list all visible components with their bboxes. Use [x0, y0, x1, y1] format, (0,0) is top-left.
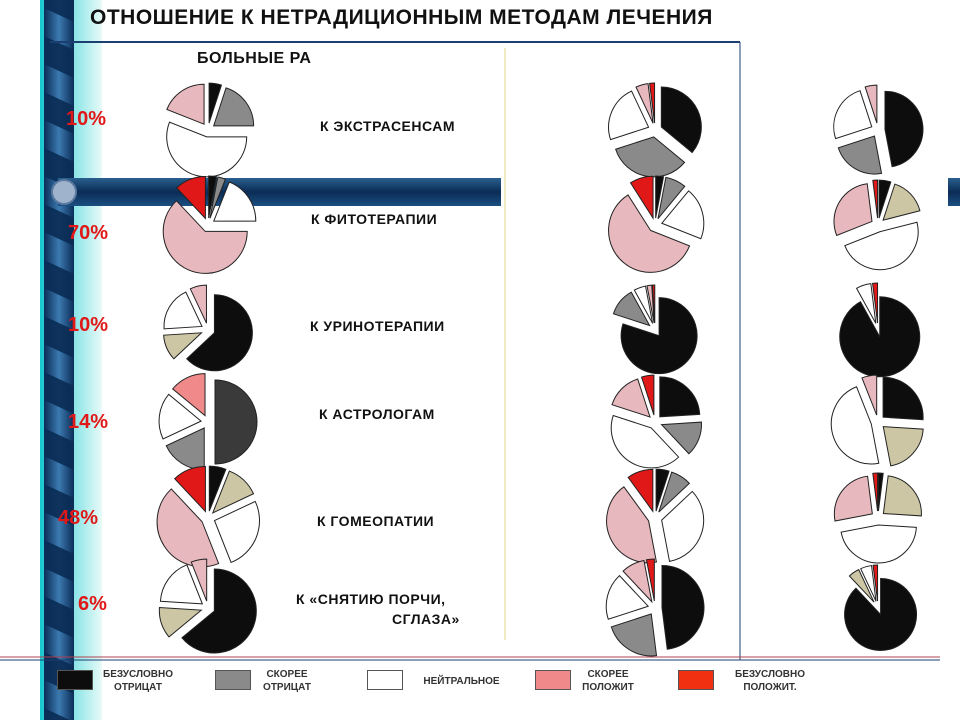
pie-col1-row3: [164, 285, 253, 371]
pie-slice: [167, 84, 204, 124]
pie-slice: [215, 380, 257, 464]
legend-label-line2: ПОЛОЖИТ: [582, 682, 634, 693]
legend-label-abs-negative: [98, 668, 178, 694]
pie-slice: [167, 122, 247, 177]
pie-slice: [834, 184, 872, 236]
pie-slice: [662, 566, 704, 650]
pie-slice: [845, 579, 917, 651]
legend-label-abs-positive: [725, 668, 815, 694]
legend-label-line1: СКОРЕЕ: [587, 669, 629, 680]
page-title: ОТНОШЕНИЕ К НЕТРАДИЦИОННЫМ МЕТОДАМ ЛЕЧЕНИЯ: [90, 6, 713, 29]
pie-col1-row6: [159, 559, 256, 653]
pie-col1-row1: [167, 83, 254, 177]
pie-slice: [834, 476, 872, 521]
legend-label-line1: СКОРЕЕ: [266, 669, 308, 680]
pie-slice: [883, 377, 923, 420]
pie-col2-row3: [613, 285, 697, 374]
pie-col2-row4: [611, 375, 701, 468]
pie-slice: [834, 91, 872, 139]
pie-col3-row2: [834, 180, 920, 270]
legend-swatch-negative: [215, 670, 251, 690]
category-row-5: К ГОМЕОПАТИИ: [317, 513, 435, 529]
legend-label-line2: ПОЛОЖИТ.: [743, 682, 797, 693]
pie-slice: [873, 180, 878, 218]
category-row-4: К АСТРОЛОГАМ: [319, 406, 435, 422]
pie-slice: [883, 427, 923, 466]
legend-swatch-neutral: [367, 670, 403, 690]
pie-slice: [214, 88, 254, 126]
pie-slice: [873, 473, 878, 511]
pie-slice: [611, 416, 678, 468]
pie-slice: [611, 614, 656, 656]
pie-slice: [215, 501, 260, 562]
legend-swatch-abs-negative: [57, 670, 93, 690]
pie-col3-row4: [831, 375, 923, 466]
pie-slice: [661, 87, 701, 152]
legend-label-line2: ОТРИЦАТ: [114, 682, 162, 693]
category-row-1: К ЭКСТРАСЕНСАМ: [320, 118, 456, 134]
pie-col3-row1: [834, 85, 923, 174]
pie-slice: [838, 136, 881, 174]
percent-row-1: 10%: [66, 108, 107, 130]
pie-slice: [885, 91, 923, 166]
pie-col2-row1: [609, 83, 702, 177]
pie-col1-row2: [163, 176, 256, 273]
pie-col2-row2: [609, 176, 704, 272]
pie-slice: [840, 297, 920, 377]
pie-slice: [616, 137, 685, 177]
pie-slice: [845, 222, 918, 269]
legend-label-line1: БЕЗУСЛОВНО: [103, 669, 173, 680]
pie-col2-row5: [607, 469, 704, 563]
legend-swatch-abs-positive: [678, 670, 714, 690]
category-row-3: К УРИНОТЕРАПИИ: [310, 318, 445, 334]
pie-slice: [878, 473, 883, 511]
percent-row-4: 14%: [68, 411, 109, 433]
legend-label-positive: [578, 668, 638, 694]
percent-row-2: 70%: [68, 222, 109, 244]
percent-row-6: 6%: [78, 593, 107, 615]
pie-col3-row5: [834, 473, 921, 563]
legend-label-negative: [252, 668, 322, 694]
legend-label-line2: ОТРИЦАТ: [263, 682, 311, 693]
legend-label-line1: БЕЗУСЛОВНО: [735, 669, 805, 680]
pie-slice: [660, 377, 700, 417]
pie-col3-row6: [845, 565, 917, 650]
category-row-6: К «СНЯТИЮ ПОРЧИ,: [296, 591, 446, 607]
legend-swatch-positive: [535, 670, 571, 690]
group-subtitle: БОЛЬНЫЕ РА: [197, 50, 312, 67]
legend-label-line1: НЕЙТРАЛЬНОЕ: [423, 676, 500, 687]
percent-row-3: 10%: [68, 314, 109, 336]
category-row-2: К ФИТОТЕРАПИИ: [311, 211, 438, 227]
legend-label-neutral: [414, 675, 509, 688]
category-row-6-line2: СГЛАЗА»: [392, 611, 460, 627]
pie-col2-row6: [606, 559, 704, 656]
pie-col3-row3: [840, 283, 920, 377]
pie-slice: [883, 476, 921, 516]
pie-col1-row5: [157, 466, 259, 567]
pie-slice: [841, 525, 916, 563]
percent-row-5: 48%: [58, 507, 99, 529]
pie-col1-row4: [159, 374, 257, 470]
